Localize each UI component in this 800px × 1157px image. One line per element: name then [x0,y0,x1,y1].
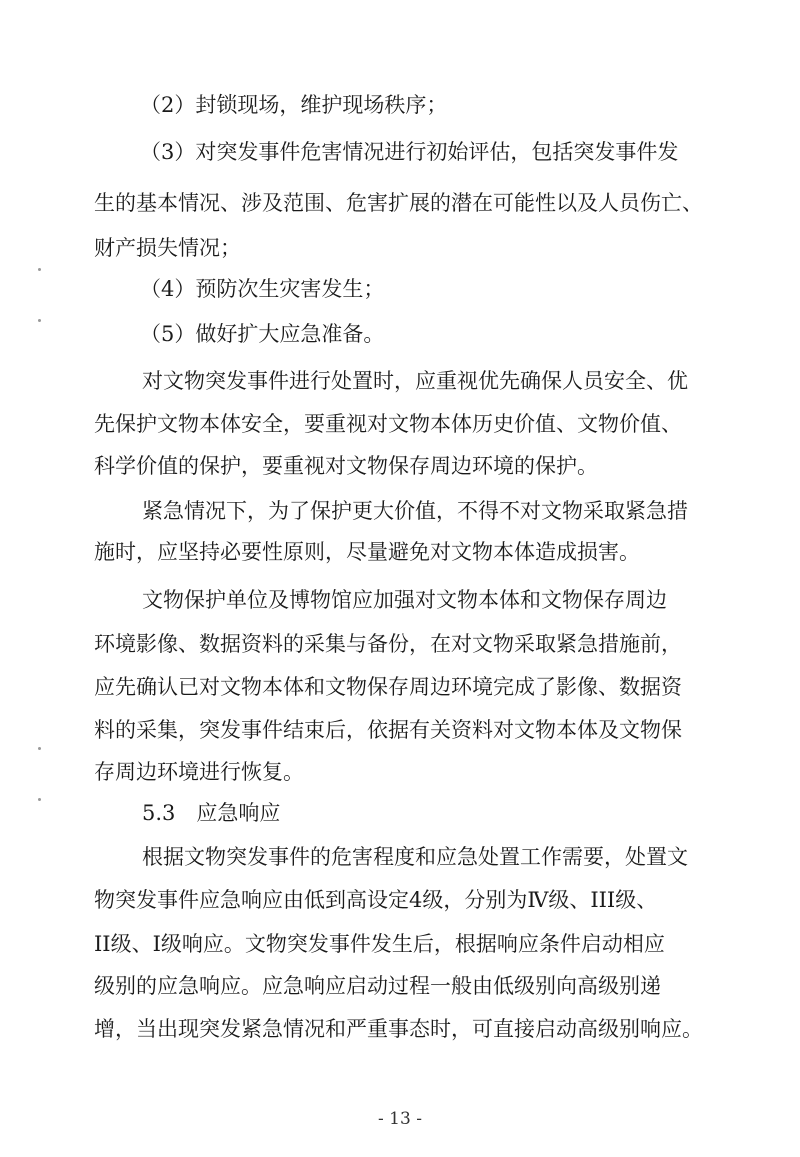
text-line: 紧急情况下，为了保护更大价值，不得不对文物采取紧急措 [142,499,688,523]
text-line: （2）封锁现场，维护现场秩序； [140,93,448,117]
page-number: - 13 - [378,1109,422,1129]
text-line: （5）做好扩大应急准备。 [140,322,385,346]
text-line: 环境影像、数据资料的采集与备份，在对文物采取紧急措施前， [94,632,682,656]
text-line: 应先确认已对文物本体和文物保存周边环境完成了影像、数据资 [94,675,682,699]
text-line: 对文物突发事件进行处置时，应重视优先确保人员安全、优 [142,369,688,393]
scan-speck [38,319,41,322]
text-line: II级、I级响应。文物突发事件发生后，根据响应条件启动相应 [94,932,665,956]
text-line: 先保护文物本体安全，要重视对文物本体历史价值、文物价值、 [94,412,682,436]
section-heading: 5.3 应急响应 [142,801,281,825]
text-line: （4）预防次生灾害发生； [140,277,385,301]
text-line: 科学价值的保护，要重视对文物保存周边环境的保护。 [94,454,598,478]
text-line: （3）对突发事件危害情况进行初始评估，包括突发事件发 [140,140,679,164]
text-line: 料的采集，突发事件结束后，依据有关资料对文物本体及文物保 [94,718,682,742]
text-line: 级别的应急响应。应急响应启动过程一般由低级别向高级别递 [94,974,661,998]
text-line: 物突发事件应急响应由低到高设定4级，分别为Ⅳ级、III级、 [94,888,658,912]
text-line: 文物保护单位及博物馆应加强对文物本体和文物保存周边 [142,588,667,612]
scan-speck [38,798,41,801]
text-line: 存周边环境进行恢复。 [94,760,304,784]
scan-speck [38,747,41,750]
text-line: 生的基本情况、涉及范围、危害扩展的潜在可能性以及人员伤亡、 [94,191,703,215]
scan-speck [38,268,41,271]
text-line: 根据文物突发事件的危害程度和应急处置工作需要，处置文 [142,845,688,869]
text-line: 施时，应坚持必要性原则，尽量避免对文物本体造成损害。 [94,540,640,564]
text-line: 财产损失情况； [94,236,241,260]
text-line: 增，当出现突发紧急情况和严重事态时，可直接启动高级别响应。 [94,1017,703,1041]
